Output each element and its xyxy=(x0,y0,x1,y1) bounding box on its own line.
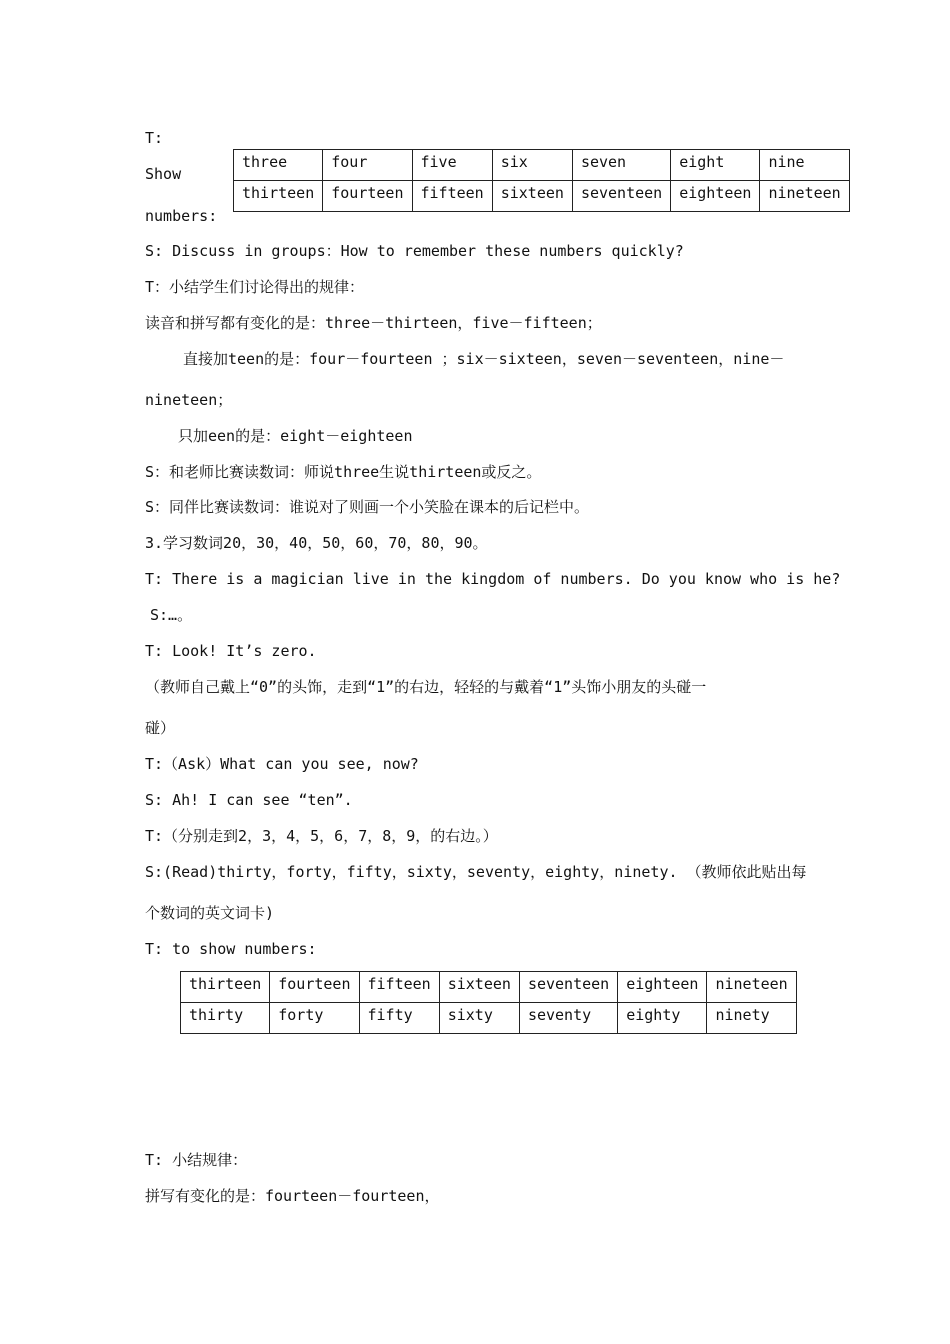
table-cell: seventeen xyxy=(572,181,670,212)
compete-teacher-line: S：和老师比赛读数词：师说three生说thirteen或反之。 xyxy=(145,463,542,481)
magician-line: T: There is a magician live in the kingdom of numbers. Do you know who is he? xyxy=(145,570,841,588)
table-cell: seventy xyxy=(519,1003,617,1034)
table-cell: nine xyxy=(760,150,849,181)
table-cell: nineteen xyxy=(760,181,849,212)
table-cell: fourteen xyxy=(323,181,412,212)
table-cell: fifty xyxy=(359,1003,439,1034)
summary-heading: T：小结学生们讨论得出的规律： xyxy=(145,278,365,296)
table-cell: eighteen xyxy=(618,972,707,1003)
show-numbers-line: T: to show numbers: xyxy=(145,940,317,958)
speaker-t-label: T: xyxy=(145,129,164,147)
table-cell: thirty xyxy=(181,1003,270,1034)
table-cell: eighty xyxy=(618,1003,707,1034)
table-cell: five xyxy=(412,150,492,181)
show-label: Show xyxy=(145,165,182,183)
action-line-cont: 碰） xyxy=(145,719,176,737)
rule-change-line: 读音和拼写都有变化的是：three－thirteen，five－fifteen； xyxy=(145,314,602,332)
zero-line: T: Look! It’s zero. xyxy=(145,642,317,660)
table-cell: four xyxy=(323,150,412,181)
rule-teen-line-cont: nineteen； xyxy=(145,391,233,409)
table-cell: eighteen xyxy=(671,181,760,212)
step-3-heading: 3.学习数词20，30，40，50，60，70，80，90。 xyxy=(145,534,488,552)
numbers-table-teens xyxy=(233,149,850,212)
read-line: S:(Read)thirty，forty，fifty，sixty，seventy，eighty，ninety. （教师依此贴出每 xyxy=(145,863,807,881)
table-row xyxy=(181,1003,797,1034)
rule-een-line: 只加een的是：eight－eighteen xyxy=(178,427,413,445)
student-reply-line: S:…。 xyxy=(150,606,193,624)
table-row xyxy=(234,181,850,212)
walk-line: T:（分别走到2，3，4，5，6，7，8，9，的右边。） xyxy=(145,827,498,845)
table-row xyxy=(181,972,797,1003)
table-cell: nineteen xyxy=(707,972,796,1003)
rule-teen-line: 直接加teen的是：four－fourteen ；six－sixteen，seven－seventeen，nine－ xyxy=(183,350,785,368)
table-cell: sixteen xyxy=(492,181,572,212)
table-cell: three xyxy=(234,150,323,181)
numbers-label: numbers: xyxy=(145,207,218,225)
read-line-cont: 个数词的英文词卡) xyxy=(145,904,275,922)
ask-line: T:（Ask）What can you see, now? xyxy=(145,755,419,773)
table-cell: eight xyxy=(671,150,760,181)
action-line: （教师自己戴上“0”的头饰，走到“1”的右边，轻轻的与戴着“1”头饰小朋友的头碰一 xyxy=(145,678,707,696)
table-cell: fourteen xyxy=(270,972,359,1003)
table-cell: fifteen xyxy=(359,972,439,1003)
table-cell: six xyxy=(492,150,572,181)
table-cell: fifteen xyxy=(412,181,492,212)
ten-line: S: Ah! I can see “ten”. xyxy=(145,791,353,809)
table-cell: seventeen xyxy=(519,972,617,1003)
table-cell: sixteen xyxy=(439,972,519,1003)
discuss-line: S: Discuss in groups：How to remember these numbers quickly? xyxy=(145,242,684,260)
compete-peer-line: S：同伴比赛读数词：谁说对了则画一个小笑脸在课本的后记栏中。 xyxy=(145,498,590,516)
table-cell: sixty xyxy=(439,1003,519,1034)
table-row xyxy=(234,150,850,181)
table-cell: thirteen xyxy=(234,181,323,212)
table-cell: seven xyxy=(572,150,670,181)
table-cell: ninety xyxy=(707,1003,796,1034)
table-cell: thirteen xyxy=(181,972,270,1003)
numbers-table-tens xyxy=(180,971,797,1034)
summary-rule-heading: T: 小结规律： xyxy=(145,1151,248,1169)
rule-spell-line: 拼写有变化的是：fourteen－fourteen， xyxy=(145,1187,440,1205)
table-cell: forty xyxy=(270,1003,359,1034)
